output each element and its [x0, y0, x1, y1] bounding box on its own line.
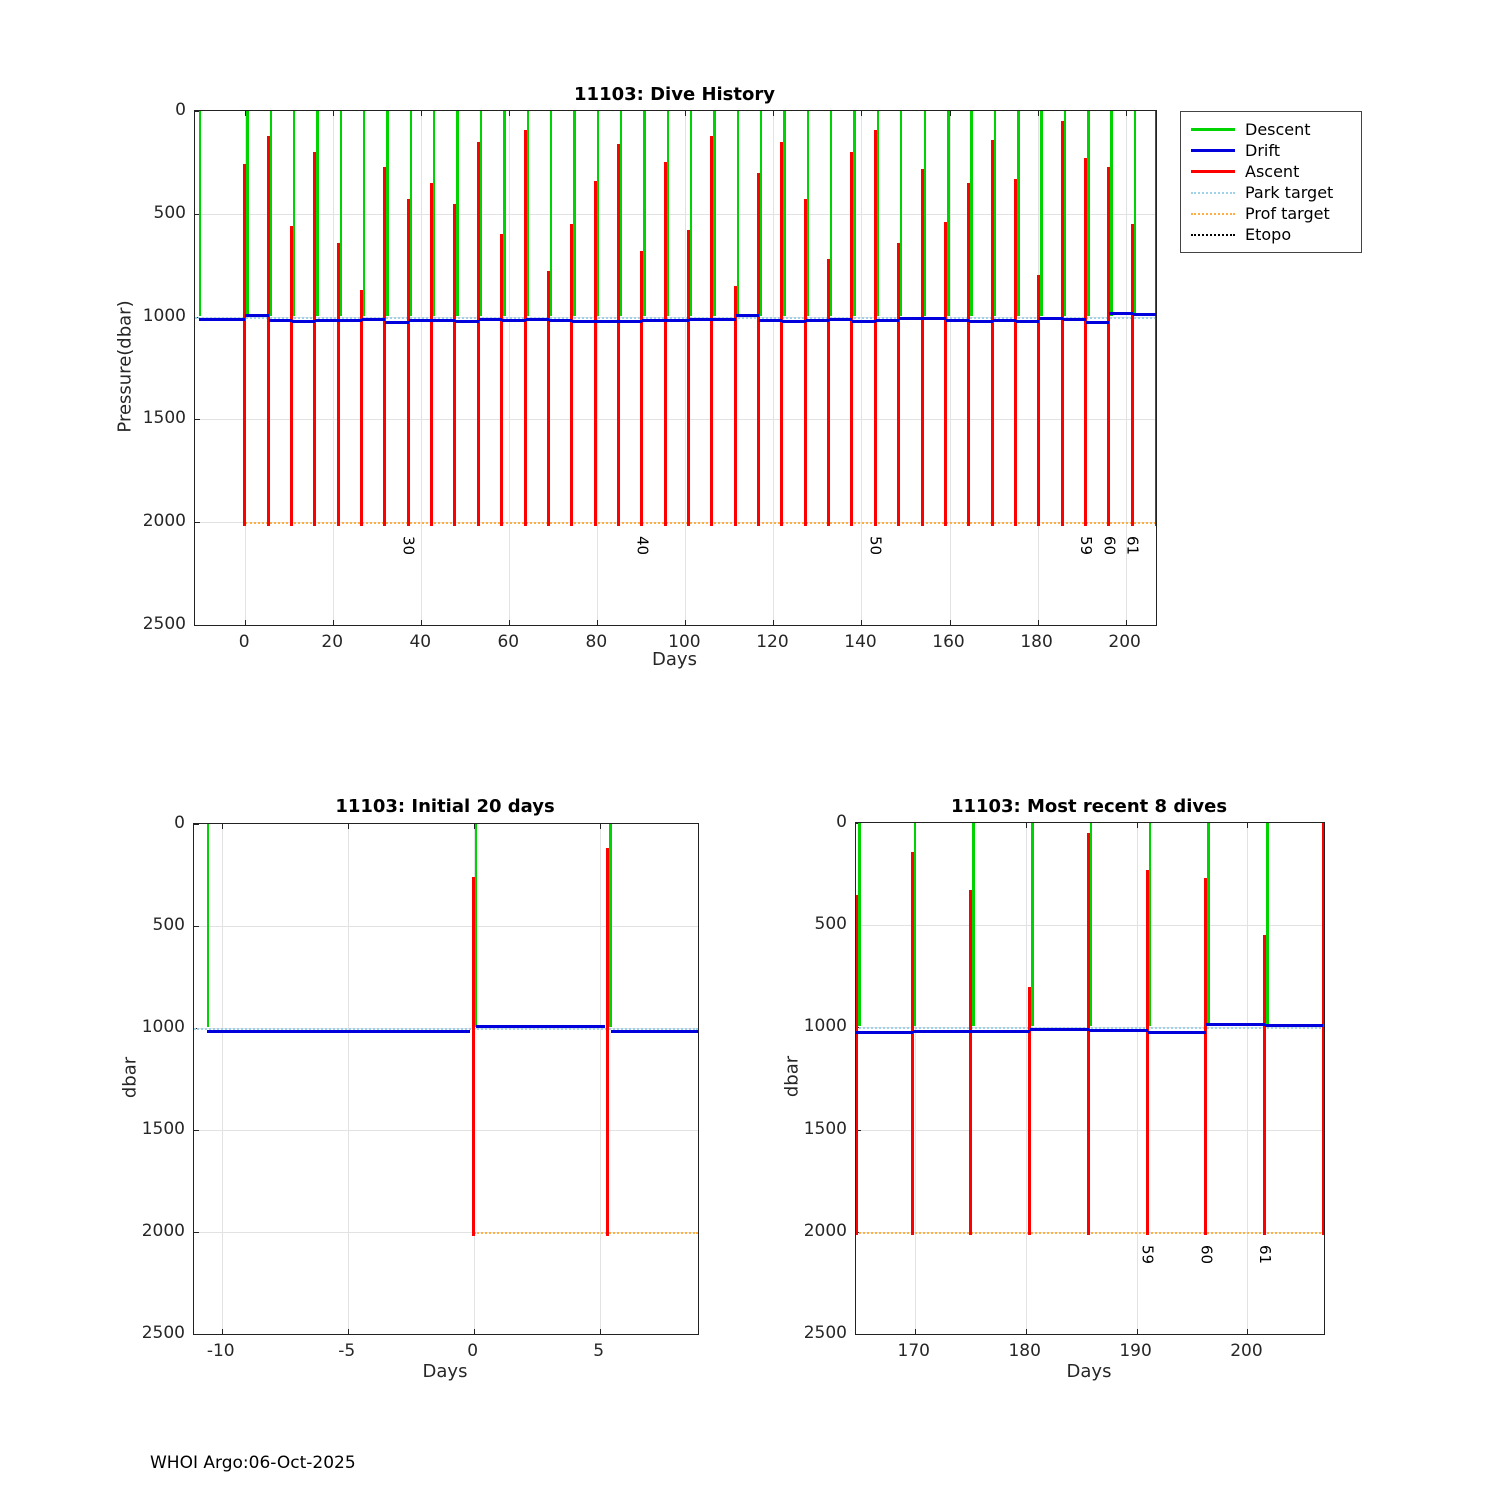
- drift-segment: [712, 318, 735, 321]
- x-tick-mark: [1247, 823, 1248, 828]
- drift-segment: [829, 318, 852, 321]
- x-tick-label: 180: [1008, 1341, 1041, 1361]
- y-tick-label: 500: [152, 915, 185, 935]
- ascent-line: [383, 167, 386, 526]
- descent-line: [433, 111, 436, 316]
- drift-segment: [782, 320, 805, 323]
- descent-line: [858, 823, 861, 1026]
- x-tick-mark: [861, 111, 862, 116]
- x-tick-label: 40: [409, 632, 432, 652]
- legend-row-ascent: [1181, 161, 1361, 182]
- legend-row-prof-target: [1181, 203, 1361, 224]
- descent-line: [970, 111, 973, 316]
- x-gridline: [1026, 823, 1027, 1334]
- x-tick-mark: [1038, 111, 1039, 116]
- descent-line: [994, 111, 997, 316]
- ascent-line: [757, 173, 760, 526]
- most-recent-8-dives-title: 11103: Most recent 8 dives: [950, 796, 1228, 817]
- x-gridline: [348, 824, 349, 1334]
- x-gridline: [222, 824, 223, 1334]
- descent-line: [410, 111, 413, 316]
- y-tick-label: 1500: [803, 1118, 847, 1139]
- drift-segment: [199, 318, 245, 321]
- y-tick-label: 0: [175, 100, 186, 120]
- drift-segment: [1109, 312, 1132, 315]
- y-gridline: [194, 1130, 698, 1131]
- dive-number-label: 60: [1197, 1245, 1216, 1265]
- y-tick-label: 2500: [141, 1323, 185, 1343]
- y-tick-mark: [194, 1334, 199, 1335]
- dive-number-label: 60: [1100, 535, 1119, 555]
- y-tick-mark: [856, 1334, 861, 1335]
- ascent-line: [969, 890, 972, 1235]
- x-tick-mark: [222, 824, 223, 829]
- drift-segment: [899, 317, 923, 320]
- descent-line: [737, 111, 740, 316]
- most-recent-8-dives-xlabel: Days: [1066, 1361, 1112, 1382]
- most-recent-8-dives-plot: [855, 822, 1325, 1335]
- drift-segment: [1089, 1029, 1148, 1032]
- x-tick-label: 170: [897, 1341, 930, 1361]
- x-gridline: [1137, 823, 1138, 1334]
- descent-line: [1149, 823, 1152, 1026]
- legend-label-descent: Descent: [1245, 120, 1311, 139]
- descent-line-icon: [1191, 128, 1235, 131]
- x-tick-mark: [474, 1329, 475, 1334]
- y-tick-mark: [194, 1232, 199, 1233]
- x-tick-mark: [600, 824, 601, 829]
- x-tick-label: 80: [585, 632, 608, 652]
- ascent-line: [594, 181, 597, 526]
- drift-segment: [946, 319, 969, 322]
- descent-line: [199, 111, 202, 316]
- drift-segment: [852, 320, 875, 323]
- ascent-line: [477, 142, 480, 526]
- legend-label-etopo: Etopo: [1245, 225, 1292, 244]
- drift-segment: [666, 319, 689, 322]
- descent-line: [877, 111, 880, 316]
- x-tick-mark: [348, 824, 349, 829]
- drift-segment: [549, 319, 572, 322]
- dive-number-label: 61: [1256, 1245, 1275, 1265]
- x-tick-mark: [600, 1329, 601, 1334]
- ascent-line: [1107, 167, 1110, 526]
- descent-line: [1207, 823, 1210, 1026]
- x-gridline: [950, 111, 951, 625]
- ascent-line: [524, 130, 527, 526]
- drift-segment: [1265, 1024, 1323, 1027]
- x-tick-mark: [950, 620, 951, 625]
- ascent-line-icon: [1191, 170, 1235, 173]
- x-tick-mark: [421, 111, 422, 116]
- prof-target-line: [245, 522, 1156, 524]
- descent-line: [947, 111, 950, 316]
- y-gridline: [194, 926, 698, 927]
- ascent-line: [360, 290, 363, 526]
- ascent-line: [617, 144, 620, 526]
- ascent-line: [855, 895, 858, 1236]
- descent-line: [386, 111, 389, 316]
- descent-line: [760, 111, 763, 316]
- initial-20-days-plot: [193, 823, 699, 1335]
- y-tick-mark: [195, 522, 200, 523]
- drift-segment: [913, 1030, 972, 1033]
- x-tick-label: -10: [206, 1341, 235, 1361]
- ascent-line: [1146, 870, 1149, 1235]
- x-tick-label: 60: [497, 632, 520, 652]
- legend-row-descent: [1181, 119, 1361, 140]
- descent-line: [1017, 111, 1020, 316]
- ascent-line: [313, 152, 316, 526]
- descent-line: [643, 111, 646, 316]
- ascent-line: [1204, 878, 1207, 1235]
- x-tick-label: 5: [593, 1341, 605, 1361]
- drift-segment: [759, 319, 782, 322]
- dive-history-xlabel: Days: [652, 649, 697, 670]
- x-tick-mark: [1026, 823, 1027, 828]
- descent-line: [830, 111, 833, 316]
- ascent-line: [850, 152, 853, 526]
- ascent-line: [734, 286, 737, 526]
- ascent-line: [1084, 158, 1087, 526]
- x-tick-label: 100: [668, 632, 701, 652]
- ascent-line: [1061, 121, 1064, 526]
- x-tick-mark: [509, 620, 510, 625]
- drift-segment: [339, 319, 362, 322]
- drift-segment: [1039, 317, 1062, 320]
- descent-line: [475, 824, 478, 1027]
- x-tick-mark: [1137, 1329, 1138, 1334]
- x-gridline: [421, 111, 422, 625]
- drift-segment: [385, 321, 408, 324]
- x-tick-mark: [1038, 620, 1039, 625]
- descent-line: [503, 111, 506, 316]
- drift-segment: [1133, 313, 1156, 316]
- drift-segment: [1016, 320, 1039, 323]
- drift-segment: [856, 1031, 913, 1034]
- x-tick-mark: [1126, 620, 1127, 625]
- x-tick-label: 140: [844, 632, 877, 652]
- descent-line: [456, 111, 459, 316]
- descent-line: [1134, 111, 1137, 316]
- drift-segment: [611, 1030, 698, 1033]
- drift-segment: [993, 319, 1016, 322]
- x-tick-mark: [1126, 111, 1127, 116]
- drift-segment: [207, 1030, 470, 1033]
- drift-line-icon: [1191, 149, 1235, 152]
- drift-segment: [923, 317, 946, 320]
- legend-label-drift: Drift: [1245, 141, 1280, 160]
- x-tick-mark: [1026, 1329, 1027, 1334]
- dive-number-label: 59: [1077, 535, 1095, 555]
- dive-history-ylabel: Pressure(dbar): [114, 300, 136, 433]
- y-tick-label: 1500: [142, 408, 186, 429]
- ascent-line: [606, 848, 609, 1235]
- drift-segment: [689, 318, 712, 321]
- ascent-line: [874, 130, 877, 526]
- x-tick-label: 0: [238, 632, 250, 652]
- drift-segment: [245, 314, 268, 317]
- descent-line: [972, 823, 975, 1026]
- descent-line: [1064, 111, 1067, 316]
- dive-history-title: 11103: Dive History: [574, 84, 775, 105]
- ascent-line: [407, 199, 410, 525]
- drift-segment: [876, 319, 899, 322]
- x-tick-mark: [333, 620, 334, 625]
- drift-segment: [502, 319, 525, 322]
- y-tick-mark: [194, 824, 199, 825]
- drift-segment: [736, 314, 759, 317]
- descent-line: [316, 111, 319, 316]
- ascent-line: [921, 169, 924, 526]
- descent-line: [914, 823, 917, 1026]
- x-tick-mark: [1137, 823, 1138, 828]
- y-tick-label: 1000: [142, 305, 186, 326]
- legend-row-etopo: [1181, 224, 1361, 245]
- drift-segment: [642, 319, 665, 322]
- ascent-line: [472, 877, 475, 1236]
- y-tick-mark: [195, 419, 200, 420]
- descent-line: [1110, 111, 1113, 316]
- final-ascent-line: [1155, 111, 1157, 526]
- x-tick-mark: [950, 111, 951, 116]
- ascent-line: [687, 230, 690, 526]
- x-tick-mark: [1247, 1329, 1248, 1334]
- descent-line: [1031, 823, 1034, 1026]
- x-tick-mark: [773, 111, 774, 116]
- ascent-line: [1263, 935, 1266, 1235]
- ascent-line: [804, 199, 807, 525]
- x-tick-mark: [333, 111, 334, 116]
- ascent-line: [570, 224, 573, 526]
- ascent-line: [1028, 987, 1031, 1236]
- drift-segment: [479, 318, 502, 321]
- descent-line: [550, 111, 553, 316]
- x-gridline: [600, 824, 601, 1334]
- descent-line: [1087, 111, 1090, 316]
- drift-segment: [596, 320, 619, 323]
- legend-row-park-target: [1181, 182, 1361, 203]
- x-tick-mark: [597, 620, 598, 625]
- y-tick-label: 2000: [141, 1221, 185, 1241]
- prof-target-line: [474, 1232, 698, 1234]
- ascent-line: [911, 852, 914, 1236]
- legend-row-drift: [1181, 140, 1361, 161]
- x-tick-label: 190: [1119, 1341, 1152, 1361]
- descent-line: [1266, 823, 1269, 1026]
- x-tick-label: 0: [467, 1341, 479, 1361]
- x-gridline: [509, 111, 510, 625]
- drift-segment: [455, 320, 479, 323]
- y-tick-label: 1500: [141, 1119, 185, 1139]
- descent-line: [527, 111, 530, 316]
- x-gridline: [333, 111, 334, 625]
- drift-segment: [1148, 1031, 1207, 1034]
- descent-line: [597, 111, 600, 316]
- x-tick-mark: [421, 620, 422, 625]
- x-gridline: [861, 111, 862, 625]
- y-tick-mark: [194, 1130, 199, 1131]
- x-tick-mark: [222, 1329, 223, 1334]
- ascent-line: [710, 136, 713, 526]
- drift-segment: [526, 318, 549, 321]
- descent-line: [713, 111, 716, 316]
- x-tick-label: -5: [338, 1341, 356, 1361]
- descent-line: [246, 111, 249, 316]
- x-tick-mark: [509, 111, 510, 116]
- y-tick-label: 2500: [142, 614, 186, 634]
- dive-number-label: 50: [866, 535, 885, 555]
- x-tick-mark: [685, 111, 686, 116]
- drift-segment: [269, 319, 292, 322]
- x-tick-mark: [915, 1329, 916, 1334]
- descent-line: [270, 111, 273, 316]
- etopo-line-icon: [1191, 234, 1235, 236]
- y-tick-label: 0: [836, 812, 847, 832]
- descent-line: [807, 111, 810, 316]
- y-gridline: [856, 1130, 1324, 1131]
- descent-line: [363, 111, 366, 316]
- ascent-line: [337, 243, 340, 526]
- ascent-line: [991, 140, 994, 526]
- ascent-line: [1037, 275, 1040, 525]
- descent-line: [573, 111, 576, 316]
- descent-line: [1090, 823, 1093, 1026]
- x-tick-label: 180: [1020, 632, 1053, 652]
- initial-20-days-xlabel: Days: [422, 1361, 468, 1382]
- descent-line: [609, 824, 612, 1027]
- x-tick-label: 160: [932, 632, 965, 652]
- x-tick-label: 20: [321, 632, 344, 652]
- prof-target-line-icon: [1191, 213, 1235, 215]
- ascent-line: [1014, 179, 1017, 526]
- ascent-line: [290, 226, 293, 526]
- legend-label-ascent: Ascent: [1245, 162, 1300, 181]
- legend-label-prof-target: Prof target: [1245, 204, 1330, 223]
- ascent-line: [897, 243, 900, 526]
- drift-segment: [476, 1025, 605, 1028]
- descent-line: [1040, 111, 1043, 316]
- descent-line: [293, 111, 296, 316]
- x-tick-label: 200: [1108, 632, 1141, 652]
- descent-line: [900, 111, 903, 316]
- ascent-line: [453, 204, 456, 526]
- x-tick-label: 120: [756, 632, 789, 652]
- y-tick-label: 1000: [141, 1017, 185, 1037]
- drift-segment: [971, 1030, 1030, 1033]
- drift-segment: [292, 320, 315, 323]
- ascent-line: [430, 183, 433, 526]
- drift-segment: [315, 319, 338, 322]
- drift-segment: [409, 319, 432, 322]
- dive-number-label: 59: [1138, 1245, 1157, 1265]
- x-tick-mark: [861, 620, 862, 625]
- dive-number-label: 40: [633, 535, 652, 555]
- x-tick-mark: [245, 620, 246, 625]
- y-tick-label: 500: [153, 202, 186, 223]
- legend: [1180, 111, 1362, 253]
- drift-segment: [572, 320, 595, 323]
- y-tick-mark: [194, 926, 199, 927]
- x-tick-mark: [348, 1329, 349, 1334]
- descent-line: [924, 111, 927, 316]
- drift-segment: [619, 320, 642, 323]
- descent-line: [783, 111, 786, 316]
- initial-20-days-ylabel: dbar: [119, 1056, 141, 1099]
- descent-line: [480, 111, 483, 316]
- ascent-line: [640, 251, 643, 526]
- ascent-line: [500, 234, 503, 526]
- y-tick-label: 1000: [803, 1016, 847, 1037]
- x-tick-label: 200: [1230, 1341, 1263, 1361]
- ascent-line: [967, 183, 970, 526]
- drift-segment: [1063, 318, 1086, 321]
- y-tick-label: 0: [174, 813, 185, 833]
- drift-segment: [432, 319, 455, 322]
- drift-segment: [362, 318, 385, 321]
- dive-number-label: 61: [1123, 535, 1142, 555]
- final-ascent-line: [1322, 823, 1325, 1235]
- descent-line: [207, 824, 210, 1027]
- ascent-line: [944, 222, 947, 526]
- ascent-line: [827, 259, 830, 526]
- dive-history-plot: [194, 110, 1157, 626]
- prof-target-line: [856, 1232, 1324, 1234]
- drift-segment: [806, 319, 829, 322]
- drift-segment: [1086, 321, 1109, 324]
- descent-line: [340, 111, 343, 316]
- descent-line: [690, 111, 693, 316]
- drift-segment: [1206, 1023, 1265, 1026]
- drift-segment: [1030, 1028, 1089, 1031]
- x-gridline: [1247, 823, 1248, 1334]
- most-recent-8-dives-ylabel: dbar: [781, 1055, 803, 1098]
- y-tick-label: 2500: [803, 1323, 847, 1343]
- x-tick-mark: [685, 620, 686, 625]
- ascent-line: [243, 164, 246, 525]
- y-tick-label: 500: [814, 914, 847, 935]
- dive-number-label: 30: [399, 535, 418, 555]
- descent-line: [620, 111, 623, 316]
- ascent-line: [780, 142, 783, 526]
- legend-label-park-target: Park target: [1245, 183, 1334, 202]
- ascent-line: [664, 162, 667, 526]
- descent-line: [853, 111, 856, 316]
- y-tick-mark: [195, 625, 200, 626]
- initial-20-days-title: 11103: Initial 20 days: [335, 796, 555, 817]
- y-tick-label: 2000: [142, 511, 186, 532]
- drift-segment: [969, 320, 992, 323]
- park-target-line-icon: [1191, 192, 1235, 194]
- footer-date-stamp: WHOI Argo:06-Oct-2025: [150, 1453, 356, 1473]
- ascent-line: [547, 271, 550, 526]
- x-gridline: [773, 111, 774, 625]
- ascent-line: [1087, 833, 1090, 1235]
- descent-line: [667, 111, 670, 316]
- x-tick-mark: [773, 620, 774, 625]
- y-tick-label: 2000: [803, 1220, 847, 1241]
- ascent-line: [1131, 224, 1134, 526]
- ascent-line: [267, 136, 270, 526]
